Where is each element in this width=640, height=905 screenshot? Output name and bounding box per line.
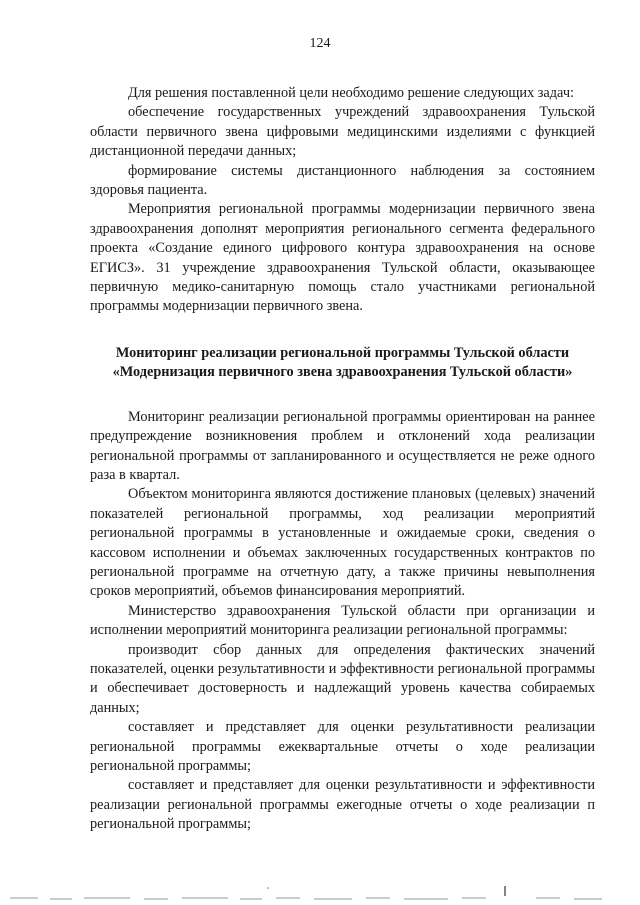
page-number: 124 (309, 36, 331, 51)
section-heading-line: Мониторинг реализации региональной программы Тульской области (115, 344, 570, 361)
paragraph: Мероприятия региональной программы модернизации первичного звена здравоохранения дополнят мероприятия регионального сегмента федерального проекта «Создание единого цифрового контура здравоохранения на основе ЕГИСЗ». 31 учреждение здравоохранения Тульской области, оказывающее первичную медико-санитарную помощь стало участниками региональной программы модернизации первичного звена. (90, 201, 595, 315)
paragraph: Объектом мониторинга являются достижение плановых (целевых) значений показателей региональной программы, ход реализации мероприятий региональной программы в установленные и ожидаемые сроки, сведения о кассовом исполнении и объемах заключенных государственных контрактов по региональной программе на отчетную дату, а также причины невыполнения сроков мероприятий, объемов финансирования мероприятий. (90, 486, 595, 600)
list-item: формирование системы дистанционного наблюдения за состоянием здоровья пациента. (90, 162, 595, 199)
list-item: обеспечение государственных учреждений здравоохранения Тульской области первичного звена цифровыми медицинскими изделиями с функцией дистанционной передачи данных; (90, 104, 595, 160)
list-item: составляет и представляет для оценки результативности реализации региональной программы ежеквартальные отчеты о ходе реализации региональной программы; (90, 719, 595, 774)
paragraph: Министерство здравоохранения Тульской области при организации и исполнении мероприятий мониторинга реализации региональной программы: (90, 602, 595, 639)
paragraph: Мониторинг реализации региональной программы ориентирован на раннее предупреждение возникновения проблем и отклонений хода реализации региональной программы от запланированного и осуществляется не реже одного раза в квартал. (90, 408, 595, 483)
section-heading-line: «Модернизация первичного звена здравоохранения Тульской области» (112, 364, 573, 381)
page-body (90, 84, 595, 835)
list-item: производит сбор данных для определения фактических значений показателей, оценки результативности и эффективности региональной программы и обеспечивает достоверность и надлежащий уровень качества собираемых данных; (90, 641, 595, 716)
paragraph: Для решения поставленной цели необходимо решение следующих задач: (128, 85, 574, 101)
section-heading (90, 344, 595, 383)
scan-edge-artifacts (0, 884, 640, 905)
list-item: составляет и представляет для оценки результативности и эффективности реализации региональной программы ежегодные отчеты о ходе реализации п региональной программы; (90, 777, 595, 833)
